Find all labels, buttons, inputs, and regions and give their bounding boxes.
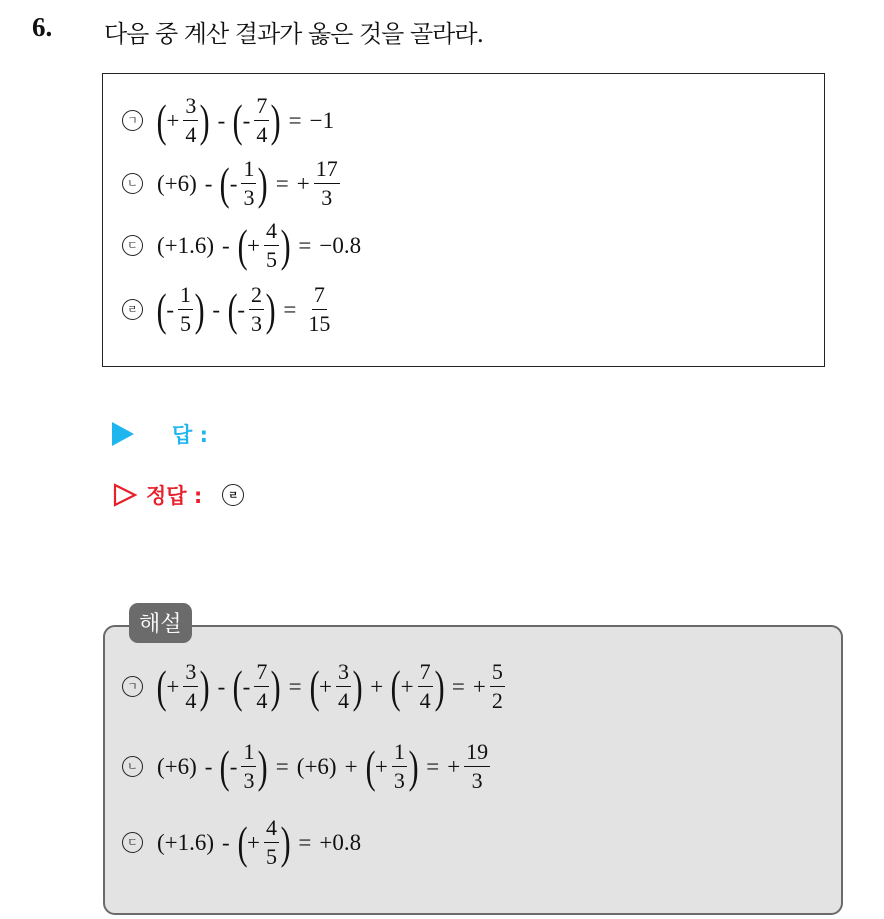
fraction: $\frac{1}{3}$ xyxy=(243,156,255,210)
fraction: $\frac{7}{4}$ xyxy=(419,659,431,713)
sign: - xyxy=(166,296,174,322)
correct-label: 정답 : xyxy=(146,484,203,508)
term: (+6) xyxy=(157,170,197,196)
answer-row xyxy=(112,419,208,449)
explanation-tag: 해설 xyxy=(129,603,192,643)
fraction: $\frac{3}{4}$ xyxy=(185,93,197,147)
sign: + xyxy=(247,232,261,258)
equals: = xyxy=(298,232,312,258)
play-arrow-icon xyxy=(112,422,134,446)
choice-marker: ㄷ xyxy=(122,832,143,853)
fraction: $\frac{19}{3}$ xyxy=(466,739,489,793)
correct-answer-row xyxy=(112,480,258,510)
result: −0.8 xyxy=(319,232,362,258)
choice-1: ㄱ ( + $\frac{3}{4}$ ) - ( - $\frac{7}{4}$ ) = −1 xyxy=(122,94,334,147)
correct-answer-value: ㄹ xyxy=(222,484,244,506)
choice-marker: ㄴ xyxy=(122,756,143,777)
equals: = xyxy=(288,107,302,133)
choice-marker: ㄹ xyxy=(122,299,143,320)
explanation-line-2: ㄴ (+6) - ( - $\frac{1}{3}$ ) = (+6) + ( + $\frac{1}{3}$ ) = + $\frac{19}{3}$ xyxy=(122,740,492,793)
equals: = xyxy=(275,170,289,196)
fraction: $\frac{1}{5}$ xyxy=(180,282,191,336)
term: (+1.6) xyxy=(157,232,215,258)
fraction: $\frac{7}{4}$ xyxy=(256,93,268,147)
fraction: $\frac{7}{4}$ xyxy=(256,659,268,713)
choice-3: ㄷ (+1.6) - ( + $\frac{4}{5}$ ) = −0.8 xyxy=(122,219,361,272)
fraction: $\frac{1}{3}$ xyxy=(393,739,405,793)
operator: - xyxy=(212,296,220,322)
choice-marker: ㄱ xyxy=(122,676,143,697)
hollow-arrow-icon xyxy=(112,482,138,508)
fraction: $\frac{4}{5}$ xyxy=(266,815,278,869)
fraction: $\frac{1}{3}$ xyxy=(243,739,255,793)
choice-marker: ㄱ xyxy=(122,110,143,131)
choice-4: ㄹ ( - $\frac{1}{5}$ ) - ( - $\frac{2}{3}$ ) = $\frac{7}{15}$ xyxy=(122,283,334,336)
fraction: $\frac{3}{4}$ xyxy=(337,659,349,713)
equals: = xyxy=(283,296,297,322)
fraction: $\frac{17}{3}$ xyxy=(315,156,338,210)
choice-marker: ㄷ xyxy=(122,235,143,256)
operator: - xyxy=(222,232,230,258)
fraction: $\frac{5}{2}$ xyxy=(491,659,503,713)
fraction: $\frac{2}{3}$ xyxy=(251,282,262,336)
question-number: 6. xyxy=(32,12,53,42)
sign: + xyxy=(296,170,310,196)
sign: - xyxy=(242,107,251,133)
explanation-line-1: ㄱ ( + $\frac{3}{4}$ ) - ( - $\frac{7}{4}$ ) = ( + $\frac{3}{4}$ ) + ( + $\frac{7}{4}$ ) = + $\frac{5}{2}$ xyxy=(122,660,507,713)
choice-2: ㄴ (+6) - ( - $\frac{1}{3}$ ) = + $\frac{17}{3}$ xyxy=(122,157,342,210)
sign: + xyxy=(166,107,180,133)
fraction: $\frac{4}{5}$ xyxy=(266,218,278,272)
fraction: $\frac{7}{15}$ xyxy=(308,282,331,336)
explanation-line-3: ㄷ (+1.6) - ( + $\frac{4}{5}$ ) = +0.8 xyxy=(122,816,361,869)
fraction: $\frac{3}{4}$ xyxy=(185,659,197,713)
sign: - xyxy=(229,170,238,196)
choice-marker: ㄴ xyxy=(122,173,143,194)
question-text: 다음 중 계산 결과가 옳은 것을 골라라. xyxy=(104,20,484,48)
operator: - xyxy=(217,107,226,133)
answer-label: 답 : xyxy=(172,423,208,447)
result: −1 xyxy=(309,107,335,133)
operator: - xyxy=(204,170,213,196)
sign: - xyxy=(237,296,245,322)
